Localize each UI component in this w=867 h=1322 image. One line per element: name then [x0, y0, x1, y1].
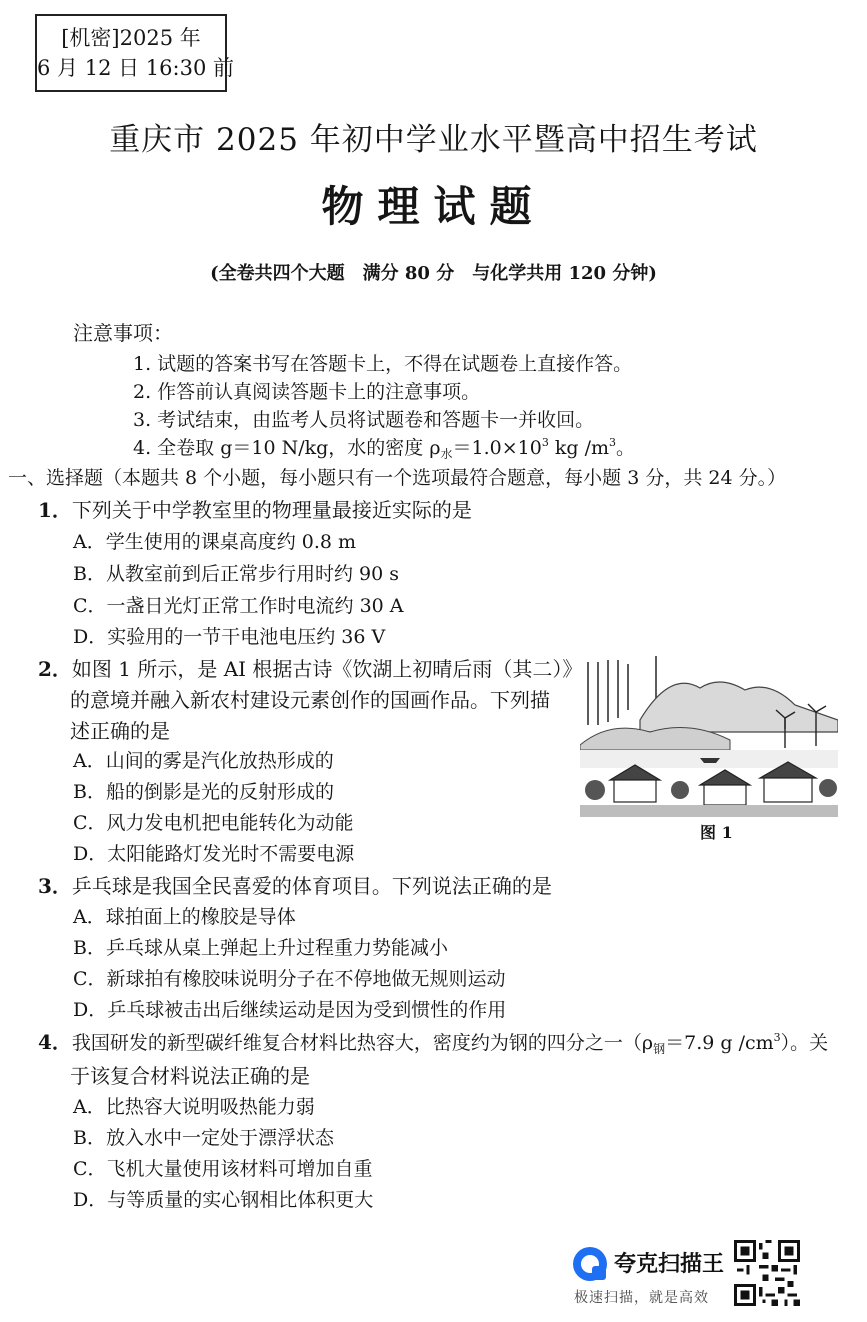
section-header: 一、选择题（本题共 8 个小题，每小题只有一个选项最符合题意，每小题 3 分，共 24 分。） — [8, 467, 787, 489]
question-4-text-sup: 3 — [773, 1031, 781, 1044]
question-3-option-b: B．乒乓球从桌上弹起上升过程重力势能减小 — [73, 937, 448, 959]
question-1-option-d: D．实验用的一节干电池电压约 36 V — [73, 626, 386, 648]
confidential-line1: [机密]2025 年 — [61, 26, 201, 50]
question-1-text: 下列关于中学教室里的物理量最接近实际的是 — [71, 498, 472, 522]
notice-item-2: 2. 作答前认真阅读答题卡上的注意事项。 — [133, 381, 481, 403]
notice-title: 注意事项： — [73, 321, 173, 345]
watermark-title: 夸克扫描王 — [614, 1252, 725, 1277]
question-3-option-a: A．球拍面上的橡胶是导体 — [73, 906, 296, 928]
figure-1-mountains — [640, 682, 838, 732]
notice-item-1: 1. 试题的答案书写在答题卡上，不得在试题卷上直接作答。 — [133, 353, 633, 375]
question-2-option-b: B．船的倒影是光的反射形成的 — [73, 781, 334, 803]
question-2-stem-line2: 的意境并融入新农村建设元素创作的国画作品。下列描 — [70, 688, 550, 712]
question-1-option-c: C．一盏日光灯正常工作时电流约 30 A — [73, 595, 404, 617]
notice-item-4-mid: ＝1.0×10 — [452, 437, 542, 459]
question-2-option-a: A．山间的雾是汽化放热形成的 — [73, 750, 334, 772]
question-3-option-c: C．新球拍有橡胶味说明分子在不停地做无规则运动 — [73, 968, 506, 990]
question-3-number: 3． — [38, 874, 72, 898]
question-1-option-b: B．从教室前到后正常步行用时约 90 s — [73, 563, 399, 585]
question-4-option-a: A．比热容大说明吸热能力弱 — [73, 1096, 315, 1118]
figure-1-houses — [610, 762, 816, 805]
question-2-option-c: C．风力发电机把电能转化为动能 — [73, 812, 354, 834]
question-4-number: 4． — [38, 1030, 72, 1054]
question-4-option-c: C．飞机大量使用该材料可增加自重 — [73, 1158, 373, 1180]
figure-1-ink-painting — [580, 650, 838, 820]
qr-code-icon[interactable] — [734, 1240, 800, 1306]
paper-info: (全卷共四个大题 满分 80 分 与化学共用 120 分钟) — [210, 263, 657, 284]
notice-item-3: 3. 考试结束，由监考人员将试题卷和答题卡一并收回。 — [133, 409, 595, 431]
figure-1-caption: 图 1 — [700, 823, 733, 842]
notice-item-4-sup2: 3 — [609, 436, 617, 449]
question-2-stem-line3: 述正确的是 — [70, 719, 170, 743]
question-4-text-sub: 钢 — [653, 1042, 666, 1056]
question-2-stem-line1 — [38, 653, 582, 682]
figure-1-ground — [580, 805, 838, 817]
confidential-box — [35, 14, 234, 92]
question-2-number: 2． — [38, 657, 72, 681]
exam-title: 重庆市 2025 年初中学业水平暨高中招生考试 — [109, 122, 758, 158]
question-1-number: 1． — [38, 498, 72, 522]
watermark-slogan: 极速扫描，就是高效 — [574, 1290, 709, 1306]
question-4-text-a: 我国研发的新型碳纤维复合材料比热容大，密度约为钢的四分之一（ρ — [71, 1032, 654, 1054]
question-4-text-b: ＝7.9 g /cm — [665, 1032, 774, 1054]
question-4-option-d: D．与等质量的实心钢相比体积更大 — [73, 1189, 374, 1211]
subject-title: 物理试题 — [321, 182, 546, 231]
question-1-stem — [38, 494, 472, 523]
question-3-stem — [38, 870, 552, 899]
question-4-text-c: ）。关 — [780, 1032, 829, 1054]
notice-item-4-unit: kg /m — [548, 437, 610, 459]
question-3-option-d: D．乒乓球被击出后继续运动是因为受到惯性的作用 — [73, 999, 507, 1021]
quark-logo-icon — [570, 1244, 610, 1284]
notice-item-4-sub: 水 — [440, 447, 453, 461]
question-4-stem-line2: 于该复合材料说法正确的是 — [70, 1064, 310, 1088]
notice-item-4 — [133, 433, 635, 462]
question-1-option-a: A．学生使用的课桌高度约 0.8 m — [73, 531, 357, 553]
notice-item-4-end: 。 — [616, 437, 636, 459]
question-2-option-d: D．太阳能路灯发光时不需要电源 — [73, 843, 355, 865]
question-3-text: 乒乓球是我国全民喜爱的体育项目。下列说法正确的是 — [71, 874, 552, 898]
question-2-text-line1: 如图 1 所示，是 AI 根据古诗《饮湖上初晴后雨（其二）》 — [71, 657, 583, 681]
notice-item-4-prefix: 4. 全卷取 g＝10 N/kg，水的密度 ρ — [133, 437, 441, 459]
figure-1-hills — [580, 728, 730, 751]
notice-item-4-sup: 3 — [541, 436, 549, 449]
question-4-stem-line1 — [38, 1026, 828, 1057]
question-4-option-b: B．放入水中一定处于漂浮状态 — [73, 1127, 334, 1149]
confidential-line2: 6 月 12 日 16:30 前 — [37, 56, 234, 80]
